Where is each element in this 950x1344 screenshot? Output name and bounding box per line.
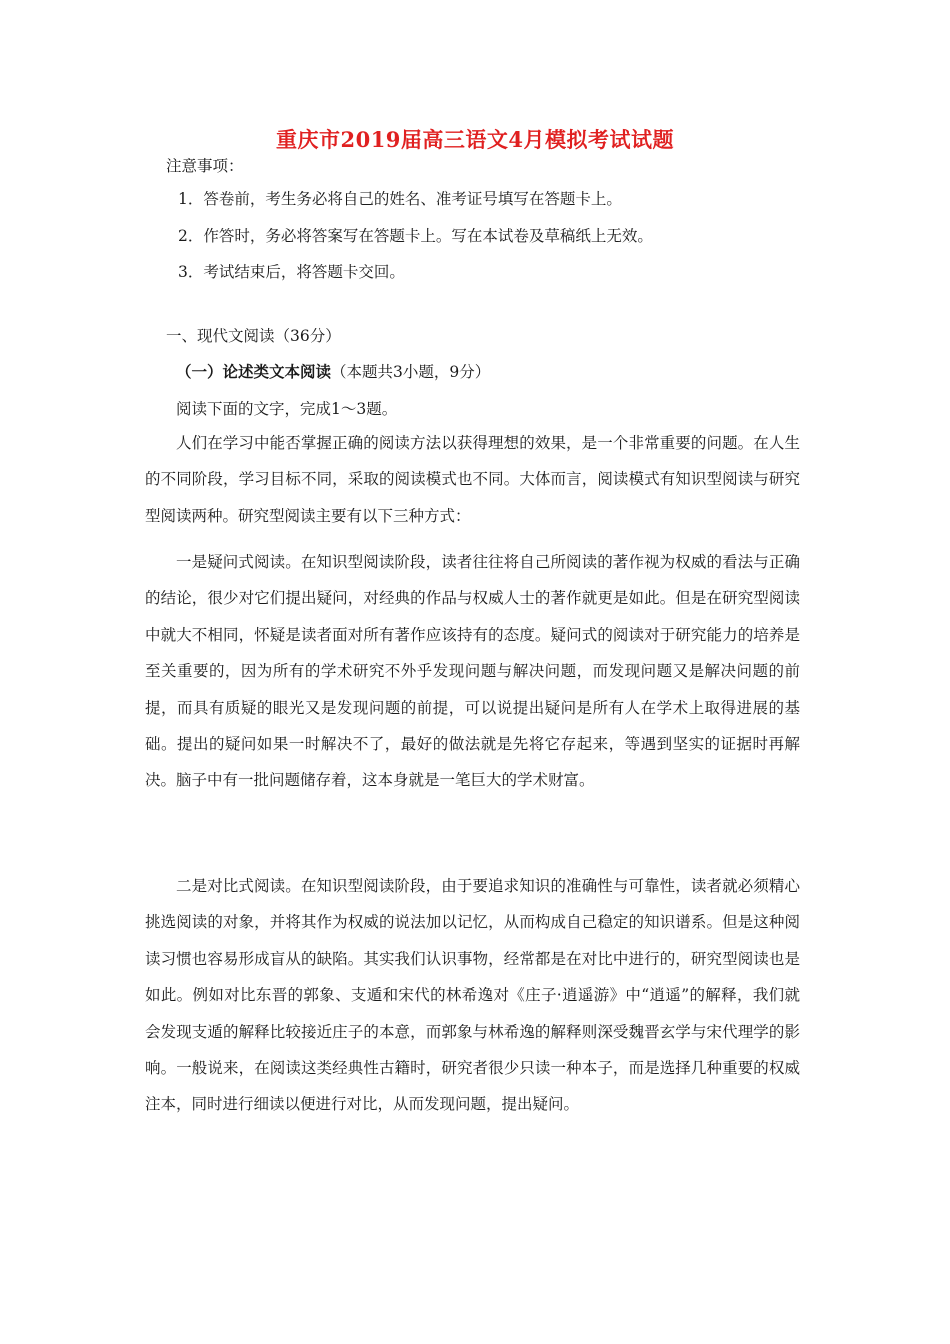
notice-item-1: 1．答卷前，考生务必将自己的姓名、准考证号填写在答题卡上。 — [178, 190, 622, 208]
reading-instruction: 阅读下面的文字，完成1～3题。 — [176, 400, 398, 418]
paragraph-2: 一是疑问式阅读。在知识型阅读阶段，读者往往将自己所阅读的著作视为权威的看法与正确的结论，很少对它们提出疑问，对经典的作品与权威人士的著作就更是如此。但是在研究型阅读中就大不相同，怀疑是读者面对所有著作应该持有的态度。疑问式的阅读对于研究能力的培养是至关重要的，因为所有的学术研究不外乎发现问题与解决问题，而发现问题又是解决问题的前提，而具有质疑的眼光又是发现问题的前提，可以说提出疑问是所有人在学术上取得进展的基础。提出的疑问如果一时解决不了，最好的做法就是先将它存起来，等遇到坚实的证据时再解决。脑子中有一批问题储存着，这本身就是一笔巨大的学术财富。 — [145, 553, 800, 790]
paragraph-1: 人们在学习中能否掌握正确的阅读方法以获得理想的效果，是一个非常重要的问题。在人生的不同阶段，学习目标不同，采取的阅读模式也不同。大体而言，阅读模式有知识型阅读与研究型阅读两种。研究型阅读主要有以下三种方式： — [145, 434, 800, 525]
paragraph-3: 二是对比式阅读。在知识型阅读阶段，由于要追求知识的准确性与可靠性，读者就必须精心挑选阅读的对象，并将其作为权威的说法加以记忆，从而构成自己稳定的知识谱系。但是这种阅读习惯也容易形成盲从的缺陷。其实我们认识事物，经常都是在对比中进行的，研究型阅读也是如此。例如对比东晋的郭象、支遁和宋代的林希逸对《庄子·逍遥游》中“逍遥”的解释，我们就会发现支遁的解释比较接近庄子的本意，而郭象与林希逸的解释则深受魏晋玄学与宋代理学的影响。一般说来，在阅读这类经典性古籍时，研究者很少只读一种本子，而是选择几种重要的权威注本，同时进行细读以便进行对比，从而发现问题，提出疑问。 — [145, 877, 800, 1114]
notice-item-3: 3．考试结束后，将答题卡交回。 — [178, 263, 405, 281]
notice-item-2: 2．作答时，务必将答案写在答题卡上。写在本试卷及草稿纸上无效。 — [178, 227, 653, 245]
document-title: 重庆市2019届高三语文4月模拟考试试题 — [275, 127, 675, 152]
notice-heading: 注意事项： — [166, 157, 244, 175]
section-heading: 一、现代文阅读（36分） — [166, 327, 341, 345]
sub-heading — [176, 362, 490, 382]
sub-heading-title: （一）论述类文本阅读 — [176, 362, 332, 381]
sub-heading-note: （本题共3小题，9分） — [331, 363, 491, 381]
